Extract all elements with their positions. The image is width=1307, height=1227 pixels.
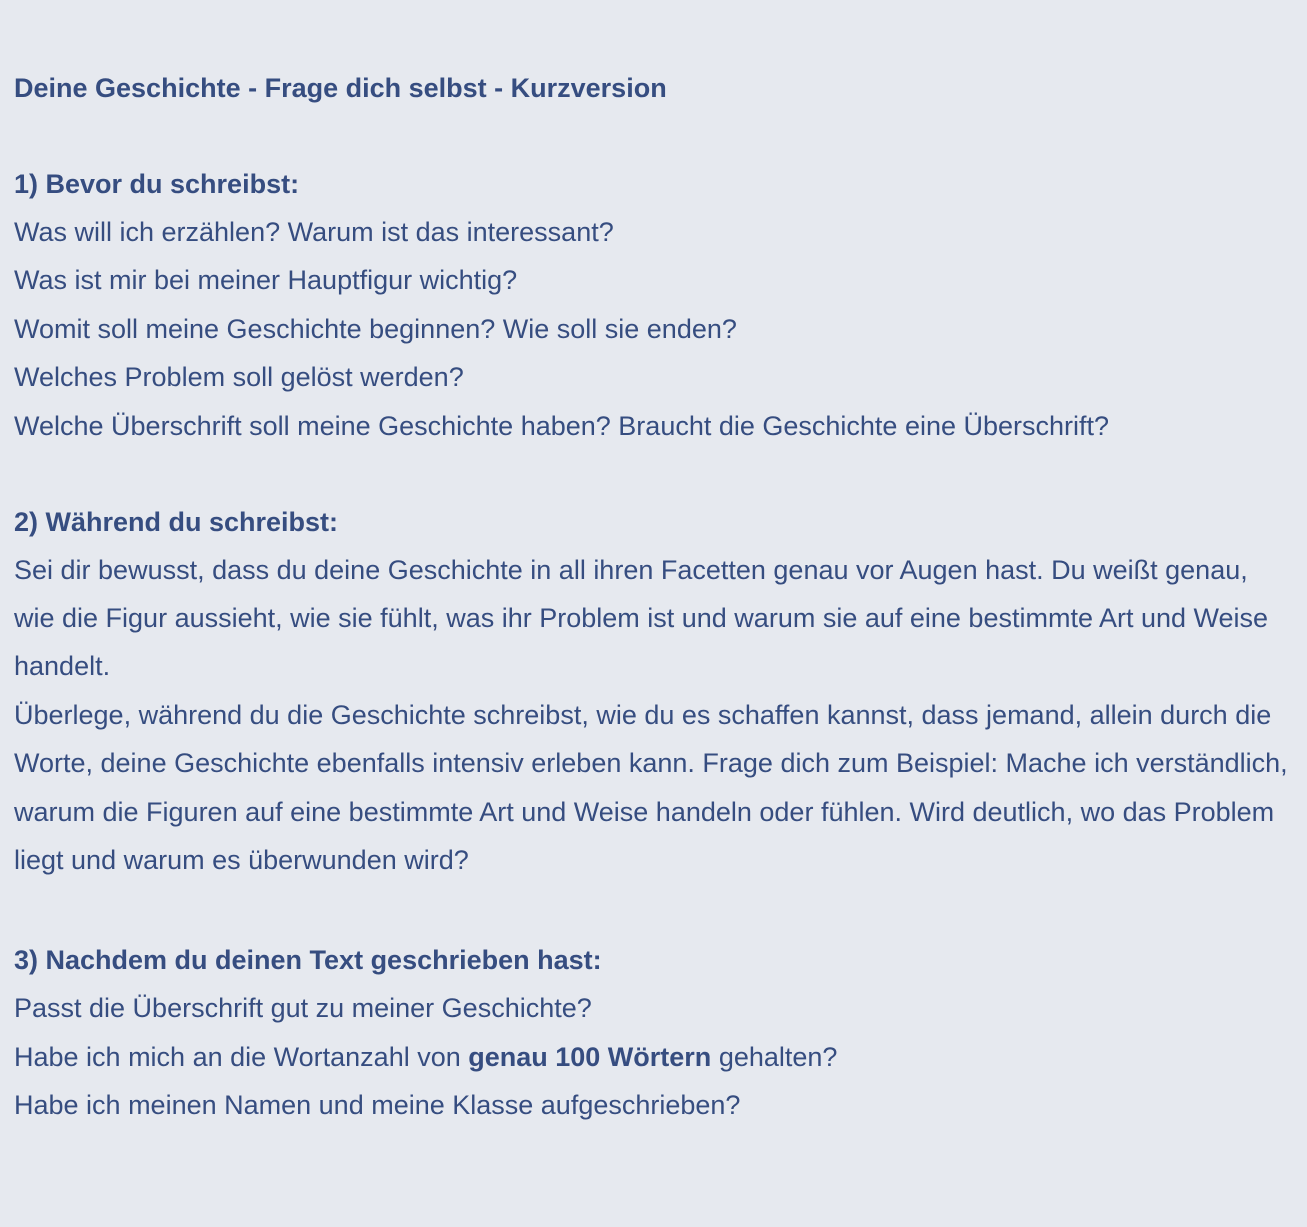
question-line: Was ist mir bei meiner Hauptfigur wichtig?	[14, 265, 518, 296]
paragraph: Überlege, während du die Geschichte schreibst, wie du es schaffen kannst, dass jemand, allein durch die Worte, deine Geschichte ebenfalls intensiv erleben kann. Frage dich zum Beispiel: Mache ich verständlich, warum die Figuren auf eine bestimmte Art und Weise handeln oder fühlen. Wird deutlich, wo das Problem liegt und warum es überwunden wird?	[14, 699, 1288, 875]
section-heading: 1) Bevor du schreibst:	[14, 169, 300, 199]
question-line: Habe ich meinen Namen und meine Klasse aufgeschrieben?	[14, 1090, 741, 1121]
section-after-writing	[14, 940, 1294, 1125]
question-line: Was will ich erzählen? Warum ist das interessant?	[14, 217, 614, 247]
text-segment: Habe ich mich an die Wortanzahl von	[14, 1041, 469, 1072]
document-title: Deine Geschichte - Frage dich selbst - Kurzversion	[14, 73, 667, 103]
question-line: Welches Problem soll gelöst werden?	[14, 362, 464, 393]
section-while-writing	[14, 502, 1294, 885]
question-line: Passt die Überschrift gut zu meiner Geschichte?	[14, 993, 592, 1024]
paragraph: Sei dir bewusst, dass du deine Geschichte in all ihren Facetten genau vor Augen hast. Du weißt genau, wie die Figur aussieht, wie sie fühlt, was ihr Problem ist und warum sie auf eine bestimmte Art und Weise handelt.	[14, 554, 1269, 682]
section-heading: 3) Nachdem du deinen Text geschrieben hast:	[14, 945, 602, 976]
question-line: Welche Überschrift soll meine Geschichte haben? Braucht die Geschichte eine Überschrift?	[14, 410, 1110, 441]
question-line-word-count	[14, 1037, 1294, 1077]
text-segment: gehalten?	[711, 1041, 838, 1072]
emphasized-word-count: genau 100 Wörtern	[468, 1041, 712, 1072]
question-line: Womit soll meine Geschichte beginnen? Wie soll sie enden?	[14, 313, 737, 344]
section-heading: 2) Während du schreibst:	[14, 506, 339, 537]
section-before-writing	[14, 164, 1294, 446]
